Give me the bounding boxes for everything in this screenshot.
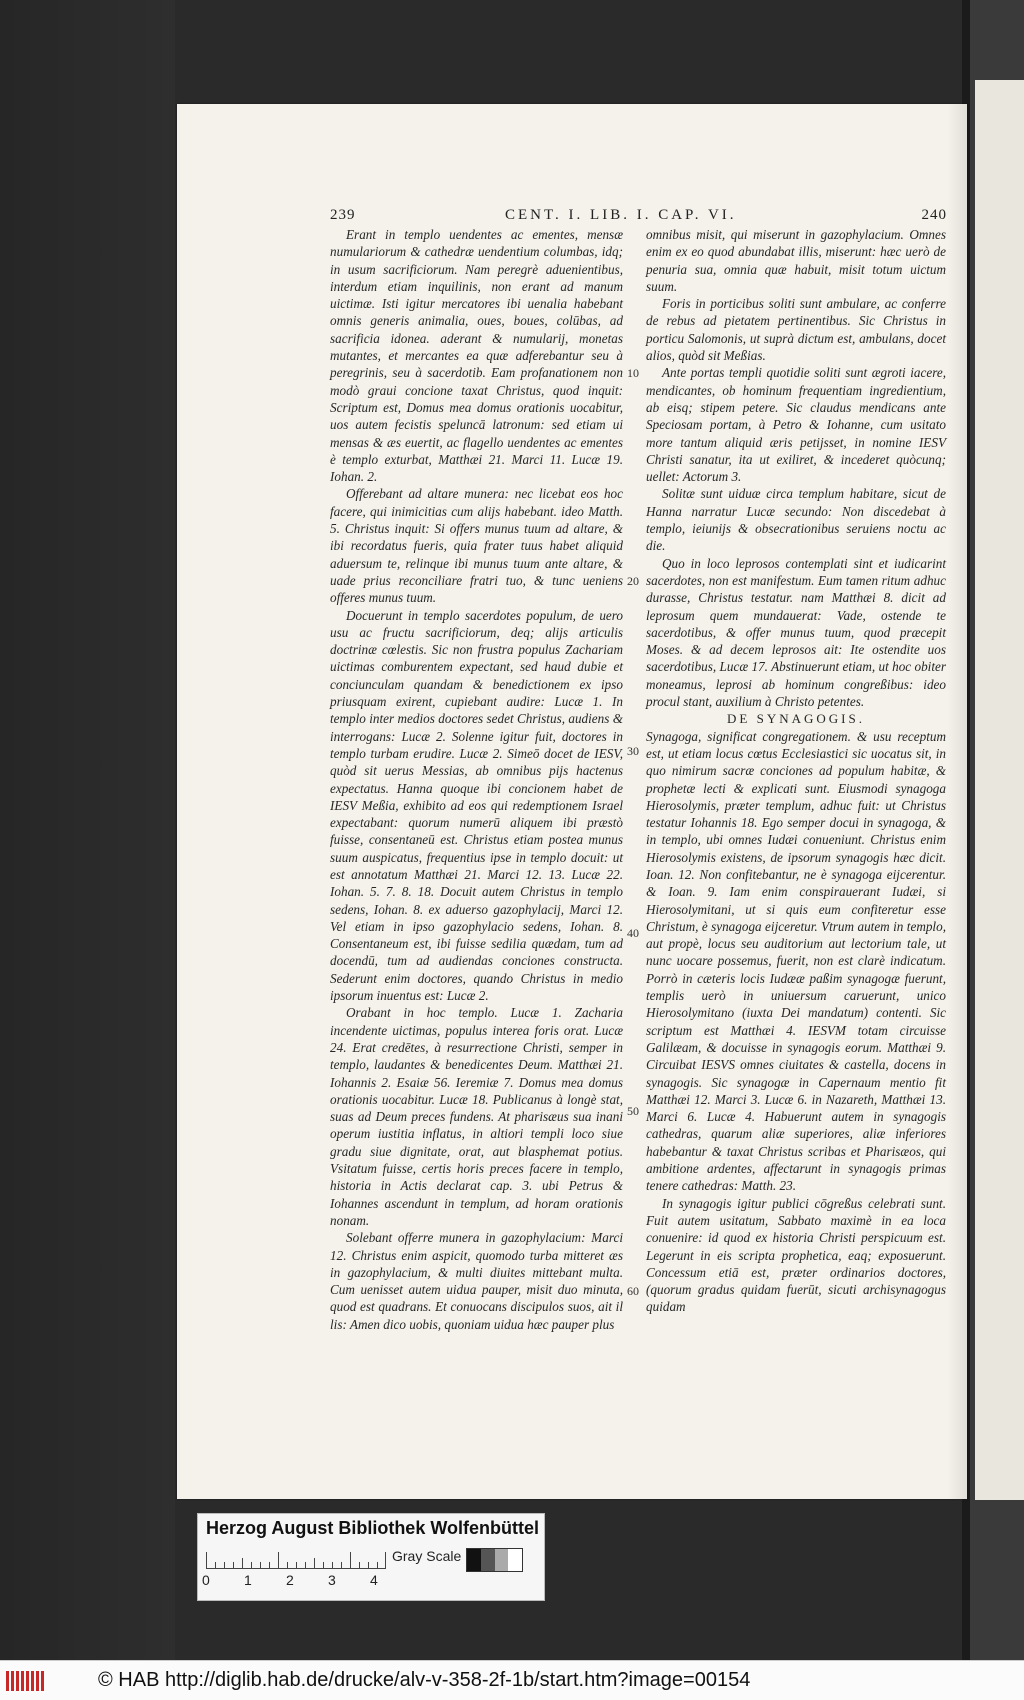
line-number: 30 xyxy=(627,744,639,758)
line-number: 40 xyxy=(627,926,639,940)
ruler-number: 0 xyxy=(202,1572,210,1588)
ruler xyxy=(206,1546,386,1569)
ruler-number: 2 xyxy=(286,1572,294,1588)
scanner-bed-left xyxy=(0,0,175,1660)
paragraph: Ante portas templi quotidie soliti sunt ægroti iacere, mendicantes, ob hominum frequentiam ingredientium, ab eisq; stipem petere. Sic claudus mendicans ante Speciosam portam, à Petro & Iohanne, cum usitato more tantum aliquid æris petijsset, in nomine IESV Christi sanatur, ita ut exiliret, & incederet quòcunq; uellet: Actorum 3. xyxy=(646,365,946,485)
line-number: 10 xyxy=(627,366,639,380)
paragraph: Quo in loco leprosos contemplati sint et iudicarint sacerdotes, non est manifestum. Eum tamen ritum adhuc durasse, Christus testatur. nam Matthæi 8. dicit ad leprosum quem mundauerat: Vade, ostende te sacerdotibus, & offer munus tuum, quod præcepit Moses. & ad decem leprosos ait: Ite ostendite uos sacerdotibus, Lucæ 17. Abstinuerunt etiam, ut hoc obiter moneamus, leprosi ab hominum congreßibus: ideo procul stant, auxilium à Christo petentes. xyxy=(646,555,946,710)
scanned-page xyxy=(177,104,967,1499)
hab-logo-icon xyxy=(6,1669,44,1693)
section-heading: DE SYNAGOGIS. xyxy=(727,711,865,727)
ruler-number: 1 xyxy=(244,1572,252,1588)
paragraph: Solitæ sunt uiduæ circa templum habitare, sicut de Hanna narratur Lucæ secundo: Non discedebat à templo, ieiunijs & obsecrationibus seruiens noctu ac die. xyxy=(646,486,946,554)
running-title: CENT. I. LIB. I. CAP. VI. xyxy=(505,207,737,223)
paragraph: Offerebant ad altare munera: nec licebat eos hoc facere, qui inimicitias cum alijs habebant. ideo Matth. 5. Christus inquit: Si offers munus tuum ad altare, & ibi recordatus fueris, quia frater tuus habet aliquid aduersum te, relinque ibi munus tuum ante altare, & uade prius reconciliare fratri tuo, & tunc ueniens offeres munus tuum. xyxy=(330,486,623,606)
footer-bar xyxy=(0,1660,1024,1700)
page-header xyxy=(330,207,947,225)
gray-scale-swatch xyxy=(466,1548,523,1572)
text-column-left xyxy=(330,226,623,1333)
paragraph: Erant in templo uendentes ac ementes, mensæ numulariorum & cathedræ uendentium columbas, idq; in usum sacrificiorum. Nam peregrè aduenientibus, interdum etiam inquilinis, non erant ad manum uictimæ. Isti igitur mercatores ibi uenalia habebant omnis generis animalia, oues, boues, colūbas, ad sacrificia idonea. aderant & numularij, monetas mutantes, et mercantes ea quæ adferebantur seu à peregrinis, seu à sacerdotib. Eam profanationem non modò graui concione taxat Christus, quod inquit: Scriptum est, Domus mea domus orationis uocabitur, uos autem fecistis speluncā latronum: sed etiam ui mensas & æs euertit, ac flagello uendentes ac ementes è templo exturbat, Matthæi 21. Marci 11. Lucæ 19. Iohan. 2. xyxy=(330,227,623,485)
line-number: 20 xyxy=(627,574,639,588)
footer-copyright-url: © HAB http://diglib.hab.de/drucke/alv-v-358-2f-1b/start.htm?image=00154 xyxy=(98,1669,751,1691)
page-number-left: 239 xyxy=(330,207,356,223)
paragraph: Synagoga, significat congregationem. & usu receptum est, ut etiam locus cœtus Ecclesiastici sic uocatus sit, in quo nimirum sacræ conciones ad populum habitæ, & prophetæ lecti & explicati sunt. Eiusmodi synagoga Hierosolymis, præter templum, adhuc fuit: ut Christus testatur Iohannis 18. Ego semper docui in synagoga, & in templo, ubi omnes Iudæi conueniunt. Christus enim Hierosolymis existens, de ipsorum synagogis hæc dicit. Ioan. 12. Non confitebantur, ne è synagoga eijcerentur. & Ioan. 9. Iam enim conspirauerant Iudæi, si Hierosolymitani, ut si quis eum confiteretur esse Christum, è synagoga eijceretur. Vtrum autem in templo, aut propè, locus seu auditorium aut lectorium tale, ut nunc uocare possemus, fuerit, non est clarè indicatum. Porrò in cæteris locis Iudææ paßim synagogæ fuerunt, templis uerò in uniuersum caruerunt, unico Hierosolymitano (iuxta Dei mandatum) contenti. Sic scriptum est Matthæi 4. IESVM totam circuisse Galilæam, & docuisse in synagogis eorum. Matthæi 9. Circuibat IESVS omnes ciuitates & castella, docens in synagogis. Sic synagogæ in Capernaum mentio fit Matthæi 12. Marci 3. Lucæ 6. in Nazareth, Matthæi 13. Marci 6. Lucæ 4. Habuerunt autem in synagogis cathedras, quarum aliæ superiores, aliæ inferiores habebantur & taxat Christus scribas et Pharisæos, qui ambitione ardentes, affectarunt in synagogis primas tenere cathedras: Matth. 23. xyxy=(646,728,946,1194)
paragraph: Solebant offerre munera in gazophylacium: Marci 12. Christus enim aspicit, quomodo turba mitteret æs in gazophylacium, & multi diuites mittebant multa. Cum uenisset autem uidua pauper, misit duo minuta, quod est quadrans. Et conuocans discipulos suos, ait il lis: Amen dico uobis, quoniam uidua hæc pauper plus xyxy=(330,1230,623,1332)
ruler-number: 4 xyxy=(370,1572,378,1588)
line-number: 60 xyxy=(627,1284,639,1298)
paragraph: In synagogis igitur publici cōgreßus celebrati sunt. Fuit autem usitatum, Sabbato maximè in ea loca conuenire: id quod ex historia Christi perspicuum est. Legerunt in eis scripta prophetica, eaq; exposuerunt. Concessum etiā est, præter ordinarios doctores, (quorum gradus quidam fuerūt, sicuti archisynagogus quidam xyxy=(646,1195,946,1315)
gray-scale-label: Gray Scale xyxy=(392,1548,462,1564)
paragraph: Docuerunt in templo sacerdotes populum, de uero usu ac fructu sacrificiorum, deq; alijs articulis doctrinæ cœlestis. Sic non frustra populus Zachariam uictimas comburentem expectant, sed haud dubie et conciunculam quandam & benedictionem ex ipso priusquam exirent, cupiebant audire: Lucæ 1. In templo inter medios doctores sedet Christus, audiens & interrogans: Lucæ 2. Solenne igitur fuit, doctores in templo turbam erudire. Lucæ 2. Simeō docet de IESV, quòd sit uerus Messias, ab omnibus pijs hactenus expectatus. Hanna quoque ibi concionem habet de IESV Meßia, exhibito ad eos qui redemptionem Israel expectabant: quorum numerū aliquem ibi præstò fuisse, consentaneū est. Christus etiam postea munus suum auspicatus, frequentius ipse in templo docuit: ut est annotatum Matthæi 21. Marci 12. 13. Lucæ 22. Iohan. 5. 7. 8. 18. Docuit autem Christus in templo sedens, Iohan. 8. ex aduerso gazophylacij, Marci 12. Vel etiam in ipso gazophylacio sedens, Iohan. 8. Consentaneum est, ibi fuisse sedilia quædam, tum ad docendū, tum ad audiendas conciones constructa. Sederunt enim doctores, quando Christus in medio ipsorum inuentus est: Lucæ 2. xyxy=(330,607,623,1004)
text-column-right xyxy=(646,226,946,1316)
facing-page-edge xyxy=(975,80,1024,1500)
ruler-number: 3 xyxy=(328,1572,336,1588)
paragraph: omnibus misit, qui miserunt in gazophylacium. Omnes enim ex eo quod abundabat illis, miserunt: hæc uerò de penuria sua, omnia quæ habuit, misit totum uictum suum. xyxy=(646,227,946,294)
card-title: Herzog August Bibliothek Wolfenbüttel xyxy=(206,1518,539,1538)
paragraph: Foris in porticibus soliti sunt ambulare, ac conferre de rebus ad pietatem pertinentibus. Sic Christus in porticu Salomonis, ut suprà dictum est, ambulans, docet alios, quòd sit Meßias. xyxy=(646,296,946,364)
line-number: 50 xyxy=(627,1104,639,1118)
calibration-card xyxy=(197,1513,545,1601)
page-number-right: 240 xyxy=(921,207,947,223)
paragraph: Orabant in hoc templo. Lucæ 1. Zacharia incendente uictimas, populus interea foris orat. Lucæ 24. Erat credētes, à resurrectione Christi, semper in templo, laudantes & benedicentes Deum. Matthæi 21. Iohannis 2. Esaiæ 56. Ieremiæ 7. Domus mea domus orationis uocabitur. Lucæ 18. Publicanus à longè stat, suas ad Deum preces fundens. At pharisæus sua inani operum iustitia inflatus, in altiori templi loco siue gradu siue dignitate, orat, aut blasphemat potius. Vsitatum fuisse, certis horis preces facere in templo, historia in Actis declarat cap. 3. ubi Petrus & Iohannes ascendunt in templum, ad horam orationis nonam. xyxy=(330,1005,623,1228)
